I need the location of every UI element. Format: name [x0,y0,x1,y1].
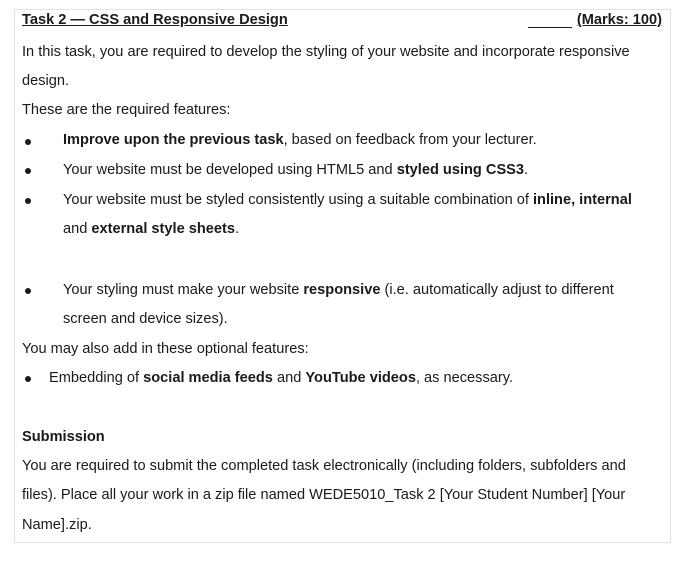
optional-item-post: , as necessary. [415,370,513,386]
submission-line-3: Name].zip. [22,517,92,533]
bullet-dot-optional [25,376,31,382]
bullet-dot-4 [25,288,31,294]
optional-item-bold-1: social media feeds [143,370,273,386]
required-item-3-post: . [235,221,240,237]
required-item-1-text: , based on feedback from your lecturer. [283,132,537,148]
optional-heading: You may also add in these optional features: [22,341,309,357]
required-item-4-line-2: screen and device sizes). [63,311,228,327]
required-heading: These are the required features: [22,102,231,118]
bullet-dot-3 [25,198,31,204]
optional-item [49,369,513,387]
required-item-3-bold-1: inline, internal [532,192,632,208]
required-item-3-pre: Your website must be styled consistently using a suitable combination of [63,192,533,208]
required-item-4-line-1 [63,281,614,299]
required-item-4-bold: responsive [303,282,381,298]
required-item-2 [63,161,528,179]
required-item-3-line-1 [63,191,632,209]
task-title: Task 2 — CSS and Responsive Design [22,12,288,28]
submission-heading: Submission [22,429,105,445]
submission-line-2: files). Place all your work in a zip file named WEDE5010_Task 2 [Your Student Number] [Your [22,487,626,503]
required-item-4-post: (i.e. automatically adjust to different [380,282,614,298]
required-item-2-bold: styled using CSS3 [396,162,525,178]
intro-line-1: In this task, you are required to develop the styling of your website and incorporate responsive [22,44,630,60]
required-item-3-bold-2: external style sheets [91,221,235,237]
optional-item-pre: Embedding of [49,370,144,386]
submission-line-1: You are required to submit the completed task electronically (including folders, subfolders and [22,458,626,474]
required-item-2-post: . [524,162,529,178]
bullet-dot-2 [25,168,31,174]
required-item-3-line-2 [63,220,239,238]
task-header [22,12,662,32]
required-item-1-bold: Improve upon the previous task [63,132,284,148]
required-item-1 [63,131,537,149]
optional-item-mid: and [272,370,306,386]
intro-line-2: design. [22,73,70,89]
bullet-dot-1 [25,139,31,145]
optional-item-bold-2: YouTube videos [305,370,416,386]
header-underline-gap [528,27,572,28]
required-item-2-pre: Your website must be developed using HTML5 and [63,162,397,178]
task-marks: (Marks: 100) [576,12,662,28]
required-item-3-line2-pre: and [63,221,92,237]
required-item-4-pre: Your styling must make your website [63,282,304,298]
